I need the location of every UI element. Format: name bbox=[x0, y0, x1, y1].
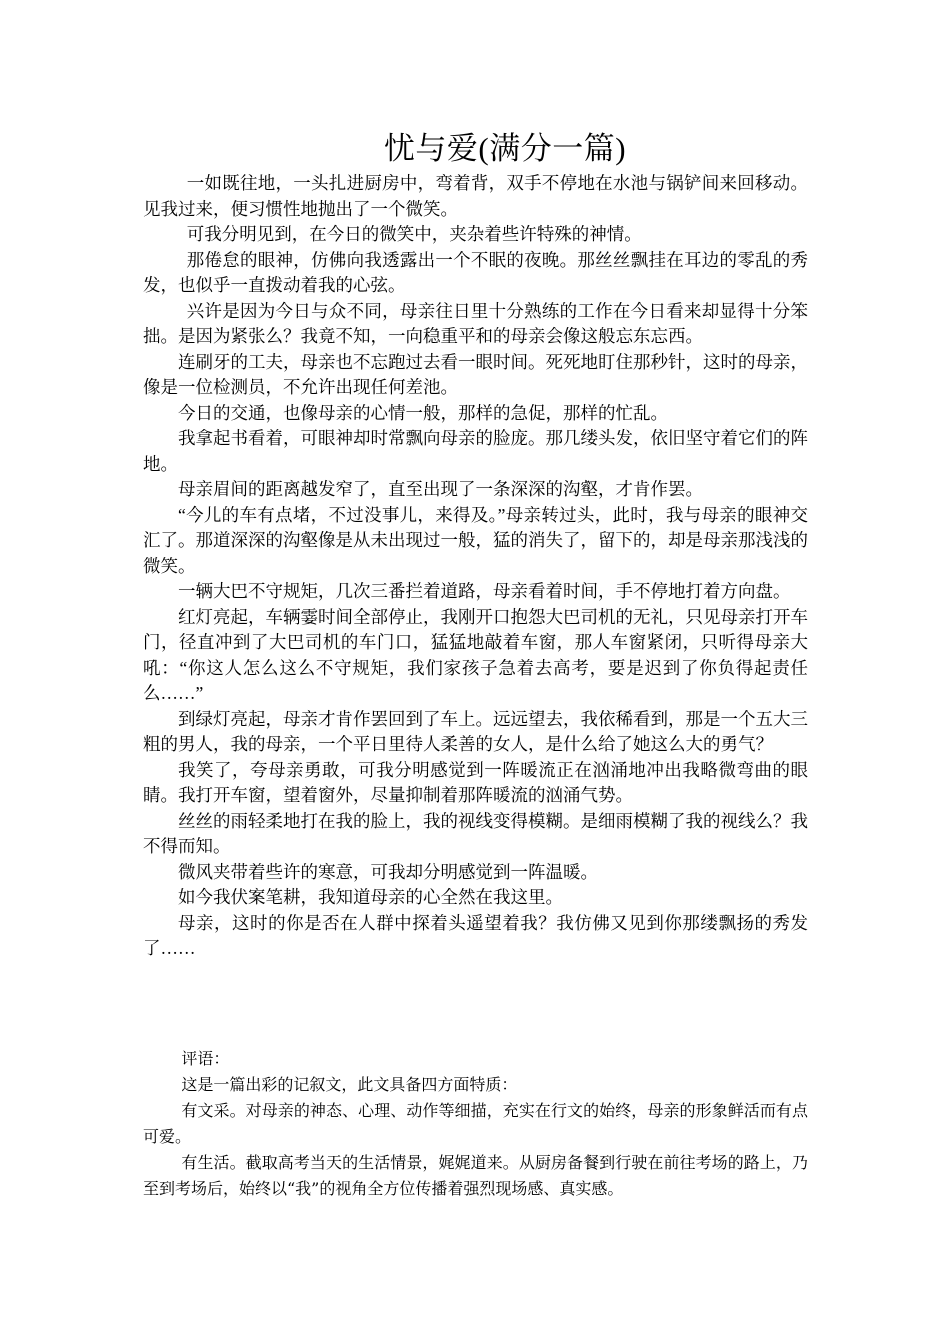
comment-paragraph: 有文采。对母亲的神态、心理、动作等细描，充实在行文的始终，母亲的形象鲜活而有点可爱。 bbox=[143, 1101, 808, 1146]
paragraph: 红灯亮起，车辆霎时间全部停止，我刚开口抱怨大巴司机的无礼，只见母亲打开车门，径直冲到了大巴司机的车门口，猛猛地敲着车窗，那人车窗紧闭，只听得母亲大吼：“你这人怎么这么不守规矩，我们家孩子急着去高考，要是迟到了你负得起责任么……” bbox=[143, 606, 808, 703]
essay-body bbox=[143, 171, 808, 962]
paragraph: 那倦怠的眼神，仿佛向我透露出一个不眠的夜晚。那丝丝飘挂在耳边的零乱的秀发，也似乎一直拨动着我的心弦。 bbox=[143, 249, 808, 295]
paragraph: 一如既往地，一头扎进厨房中，弯着背，双手不停地在水池与锅铲间来回移动。见我过来，便习惯性地抛出了一个微笑。 bbox=[143, 173, 808, 219]
paragraph: 兴许是因为今日与众不同，母亲往日里十分熟练的工作在今日看来却显得十分笨拙。是因为紧张么？我竟不知，一向稳重平和的母亲会像这般忘东忘西。 bbox=[143, 300, 808, 346]
comment-label: 评语： bbox=[181, 1049, 230, 1068]
paragraph: 微风夹带着些许的寒意，可我却分明感觉到一阵温暖。 bbox=[178, 861, 598, 882]
paragraph: 连刷牙的工夫，母亲也不忘跑过去看一眼时间。死死地盯住那秒针，这时的母亲，像是一位检测员，不允许出现任何差池。 bbox=[143, 351, 808, 397]
paragraph: 一辆大巴不守规矩，几次三番拦着道路，母亲看着时间，手不停地打着方向盘。 bbox=[178, 581, 791, 601]
paragraph: 可我分明见到，在今日的微笑中，夹杂着些许特殊的神情。 bbox=[186, 224, 642, 244]
comment-paragraph: 这是一篇出彩的记叙文，此文具备四方面特质： bbox=[181, 1075, 518, 1094]
paragraph: “今儿的车有点堵，不过没事儿，来得及。”母亲转过头，此时，我与母亲的眼神交汇了。那道深深的沟壑像是从未出现过一般，猛的消失了，留下的，却是母亲那浅浅的微笑。 bbox=[143, 504, 808, 576]
paragraph: 到绿灯亮起，母亲才肯作罢回到了车上。远远望去，我依稀看到，那是一个五大三粗的男人，我的母亲，一个平日里待人柔善的女人，是什么给了她这么大的勇气？ bbox=[143, 708, 808, 754]
document-title: 忧与爱(满分一篇) bbox=[383, 131, 627, 166]
comment-paragraph: 有生活。截取高考当天的生活情景，娓娓道来。从厨房备餐到行驶在前往考场的路上，乃至到考场后，始终以“我”的视角全方位传播着强烈现场感、真实感。 bbox=[143, 1153, 808, 1198]
paragraph: 我笑了，夸母亲勇敢，可我分明感觉到一阵暖流正在汹涌地冲出我略微弯曲的眼睛。我打开车窗，望着窗外，尽量抑制着那阵暖流的汹涌气势。 bbox=[143, 759, 808, 805]
teacher-comment bbox=[143, 1046, 808, 1202]
paragraph: 母亲，这时的你是否在人群中探着头遥望着我？我仿佛又见到你那缕飘扬的秀发了…… bbox=[143, 912, 808, 958]
paragraph: 今日的交通，也像母亲的心情一般，那样的急促，那样的忙乱。 bbox=[178, 402, 668, 423]
paragraph: 如今我伏案笔耕，我知道母亲的心全然在我这里。 bbox=[178, 887, 563, 907]
paragraph: 丝丝的雨轻柔地打在我的脸上，我的视线变得模糊。是细雨模糊了我的视线么？我不得而知。 bbox=[143, 810, 808, 856]
paragraph: 我拿起书看着，可眼神却时常飘向母亲的脸庞。那几缕头发，依旧坚守着它们的阵地。 bbox=[143, 428, 808, 474]
paragraph: 母亲眉间的距离越发窄了，直至出现了一条深深的沟壑，才肯作罢。 bbox=[178, 479, 703, 499]
